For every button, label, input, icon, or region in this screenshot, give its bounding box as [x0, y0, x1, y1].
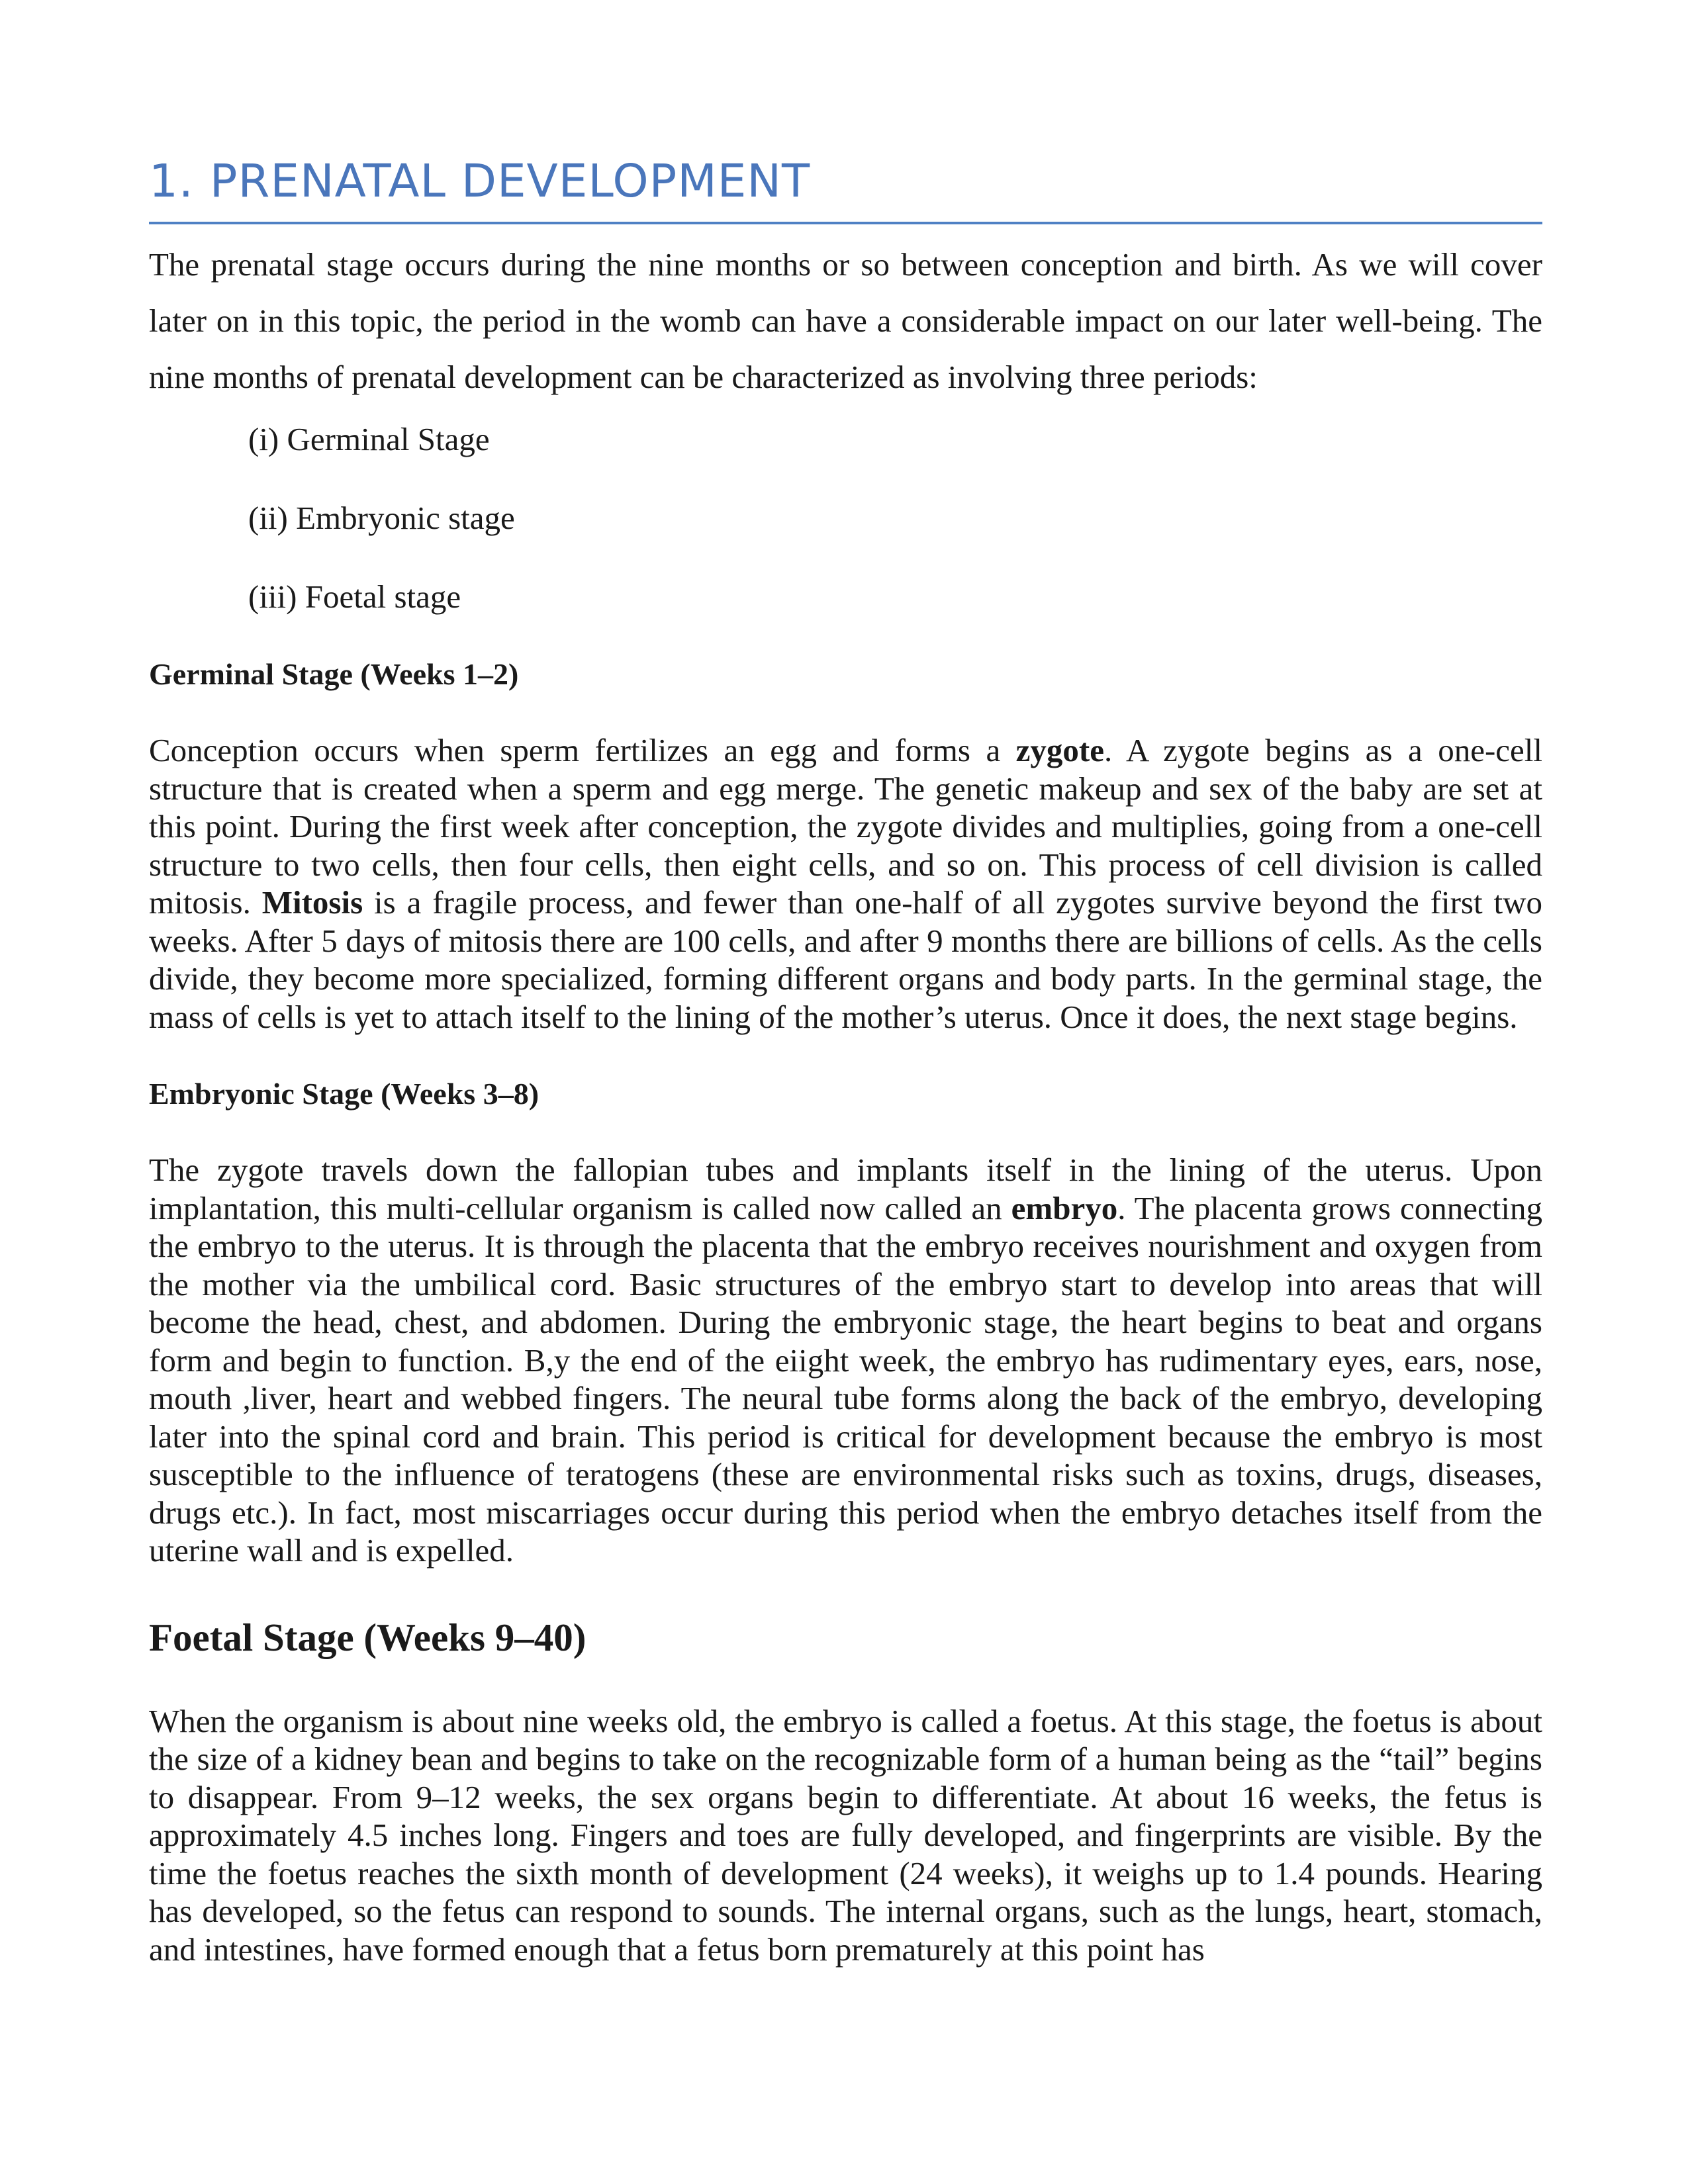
- term-zygote: zygote: [1015, 732, 1104, 768]
- text-run: . A zygote begins as a one-cell structure that is created when a sperm and egg merge. The genetic makeup and sex of the baby are set at this point. During the first week after conception, the zygote divides and multiplies, going from a one-cell structure to two cells, then four cells, then eight cells, and so on. This process of cell division is called mitosis.: [149, 732, 1542, 921]
- section-number: 1.: [149, 155, 194, 208]
- germinal-stage-heading: Germinal Stage (Weeks 1–2): [149, 657, 519, 691]
- embryonic-stage-heading: Embryonic Stage (Weeks 3–8): [149, 1077, 539, 1111]
- text-run: is a fragile process, and fewer than one-half of all zygotes survive beyond the first two weeks. After 5 days of mitosis there are 100 cells, and after 9 months there are billions of cells. As the cells divide, they become more specialized, forming different organs and body parts. In the germinal stage, the mass of cells is yet to attach itself to the lining of the mother’s uterus. Once it does, the next stage begins.: [149, 884, 1542, 1035]
- text-run: . The placenta grows connecting the embryo to the uterus. It is through the placenta that the embryo receives nourishment and oxygen from the mother via the umbilical cord. Basic structures of the embryo start to develop into areas that will become the head, chest, and abdomen. During the embryonic stage, the heart begins to beat and organs form and begin to function. B,y the end of the eiight week, the embryo has rudimentary eyes, ears, nose, mouth ,liver, heart and webbed fingers. The neural tube forms along the back of the embryo, developing later into the spinal cord and brain. This period is critical for development because the embryo is most susceptible to the influence of teratogens (these are environmental risks such as toxins, drugs, diseases, drugs etc.). In fact, most miscarriages occur during this period when the embryo detaches itself from the uterine wall and is expelled.: [149, 1189, 1542, 1569]
- list-item: (iii) Foetal stage: [248, 578, 461, 615]
- foetal-stage-paragraph: When the organism is about nine weeks old, the embryo is called a foetus. At this stage, the foetus is about the size of a kidney bean and begins to take on the recognizable form of a human being as the “tail” begins to disappear. From 9–12 weeks, the sex organs begin to differentiate. At about 16 weeks, the fetus is approximately 4.5 inches long. Fingers and toes are fully developed, and fingerprints are visible. By the time the foetus reaches the sixth month of development (24 weeks), it weighs up to 1.4 pounds. Hearing has developed, so the fetus can respond to sounds. The internal organs, such as the lungs, heart, stomach, and intestines, have formed enough that a fetus born prematurely at this point has: [149, 1702, 1542, 1968]
- page-title: [149, 155, 1542, 224]
- foetal-stage-heading: Foetal Stage (Weeks 9–40): [149, 1615, 586, 1659]
- term-embryo: embryo: [1011, 1189, 1118, 1226]
- list-item: (i) Germinal Stage: [248, 421, 490, 457]
- list-item: (ii) Embryonic stage: [248, 500, 515, 536]
- intro-paragraph: The prenatal stage occurs during the nine months or so between conception and birth. As we will cover later on in this topic, the period in the womb can have a considerable impact on our later well-being. The nine months of prenatal development can be characterized as involving three periods:: [149, 246, 1542, 395]
- section-title: PRENATAL DEVELOPMENT: [209, 155, 811, 208]
- text-run: Conception occurs when sperm fertilizes an egg and forms a: [149, 732, 1016, 768]
- stages-list: [149, 420, 1542, 616]
- term-mitosis: Mitosis: [261, 884, 363, 921]
- embryonic-stage-paragraph: [149, 1151, 1542, 1570]
- document-page: [149, 155, 1542, 1968]
- germinal-stage-paragraph: [149, 731, 1542, 1036]
- text-run: The zygote travels down the fallopian tubes and implants itself in the lining of the uterus. Upon implantation, this multi-cellular organism is called now called an: [149, 1152, 1542, 1226]
